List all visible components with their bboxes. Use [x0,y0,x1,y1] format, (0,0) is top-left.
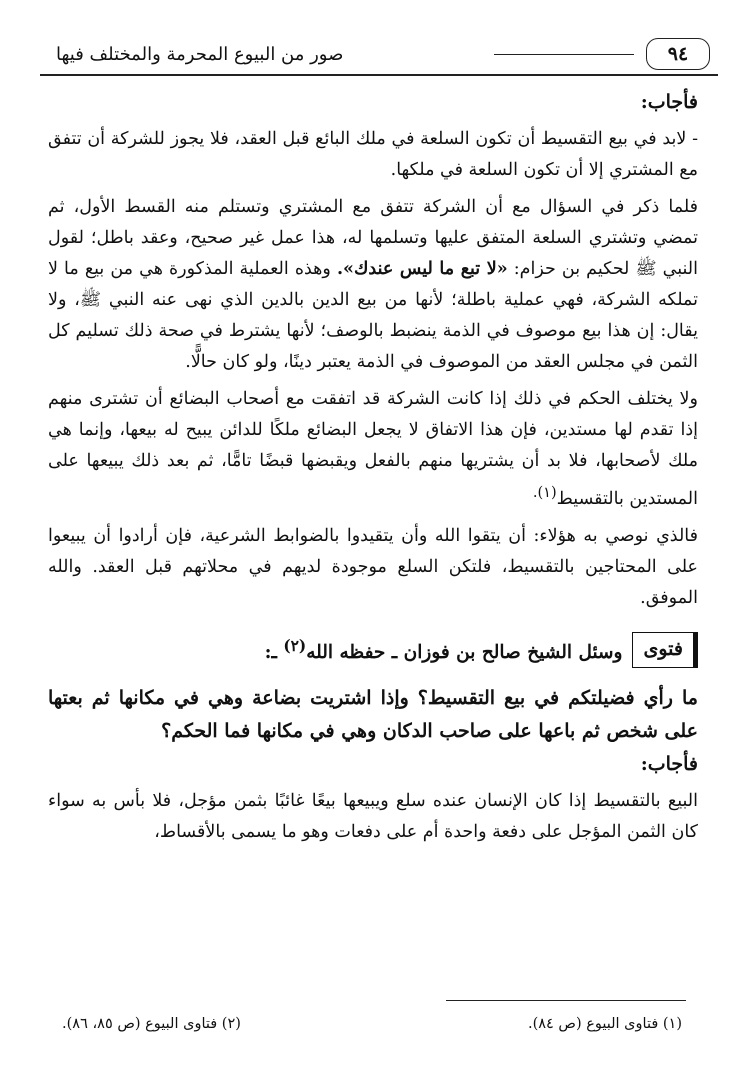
footnote-1: (١) فتاوى البيوع (ص ٨٤). [527,1016,682,1032]
header-divider [494,54,634,55]
footnote-reference: (١). [532,484,557,501]
paragraph: البيع بالتقسيط إذا كان الإنسان عنده سلع ويبيعها بيعًا غائبًا بثمن مؤجل، فلا بأس به سواء كان الثمن المؤجل على دفعة واحدة أم على دفعات وهو ما يسمى بالأقساط، [48,790,698,842]
page-body [48,86,698,848]
footnote-2: (٢) فتاوى البيوع (ص ٨٥، ٨٦). [62,1016,241,1032]
paragraph [48,192,698,378]
fatwa-heading [48,632,698,668]
answer-heading: فأجاب: [640,752,698,775]
paragraph [48,384,698,515]
paragraph-text: فلما ذكر في السؤال مع أن الشركة تتفق مع المشتري وتستلم منه القسط الأول، ثم تمضي وتشتري السلعة المتفق عليها وتسلمها له، هذا عمل غير صحيح، وعقد باطل؛ لقول النبي ﷺ لحكيم بن حزام: [48,197,699,279]
question: ما رأي فضيلتكم في بيع التقسيط؟ وإذا اشتريت بضاعة وهي في مكانها ثم بعتها على شخص ثم باعها على صاحب الدكان وهي في مكانها فما الحكم؟ [48,686,698,742]
header-rule [40,74,718,76]
footnote-reference: (٢) [283,636,307,655]
fatwa-label: فتوى [632,632,698,668]
paragraph-text: ولا يختلف الحكم في ذلك إذا كانت الشركة قد اتفقت مع أصحاب البضائع أن تشترى منهم إذا تقدم لها مستدين، فإن هذا الاتفاق لا يجعل البضائع ملكًا للدائن يبيح له بيعها، وإنما هي ملك لأصحابها، فلا بد أن يشتريها منهم بالفعل ويقبضها قبضًا تامًّا، ثم بعد ذلك يبيعها على المستدين بالتقسيط [48,389,698,509]
page-number: ٩٤ [646,38,710,70]
footnotes [62,1016,682,1032]
page-header [40,32,718,76]
fatwa-suffix: ـ: [264,641,284,663]
paragraph: فالذي نوصي به هؤلاء: أن يتقوا الله وأن يتقيدوا بالضوابط الشرعية، فإن أرادوا أن يبيعوا على المحتاجين بالتقسيط، فلتكن السلع موجودة لديهم في محلاتهم قبل العقد. والله الموفق. [48,525,698,608]
running-title: صور من البيوع المحرمة والمختلف فيها [56,44,344,65]
footnote-rule [446,1000,686,1001]
fatwa-intro: وسئل الشيخ صالح بن فوزان ـ حفظه الله [306,641,623,663]
paragraph-text: وهذه العملية المذكورة هي من بيع ما لا تملكه الشركة، فهي عملية باطلة؛ لأنها من بيع الدين بالدين الذي نهى عنه النبي ﷺ، ولا يقال: إن هذا بيع موصوف في الذمة ينضبط بالوصف؛ لأنها يشترط في صحة ذلك تسليم كل الثمن في مجلس العقد من الموصوف في الذمة يعتبر دينًا، ولو كان حالًّا. [48,259,698,372]
paragraph: - لابد في بيع التقسيط أن تكون السلعة في ملك البائع قبل العقد، فلا يجوز للشركة أن تتفق مع المشتري إلا أن تكون السلعة في ملكها. [48,129,698,180]
hadith-quote: «لا تبع ما ليس عندك». [336,259,508,279]
fatwa-text [265,637,623,663]
answer-heading: فأجاب: [640,91,698,113]
